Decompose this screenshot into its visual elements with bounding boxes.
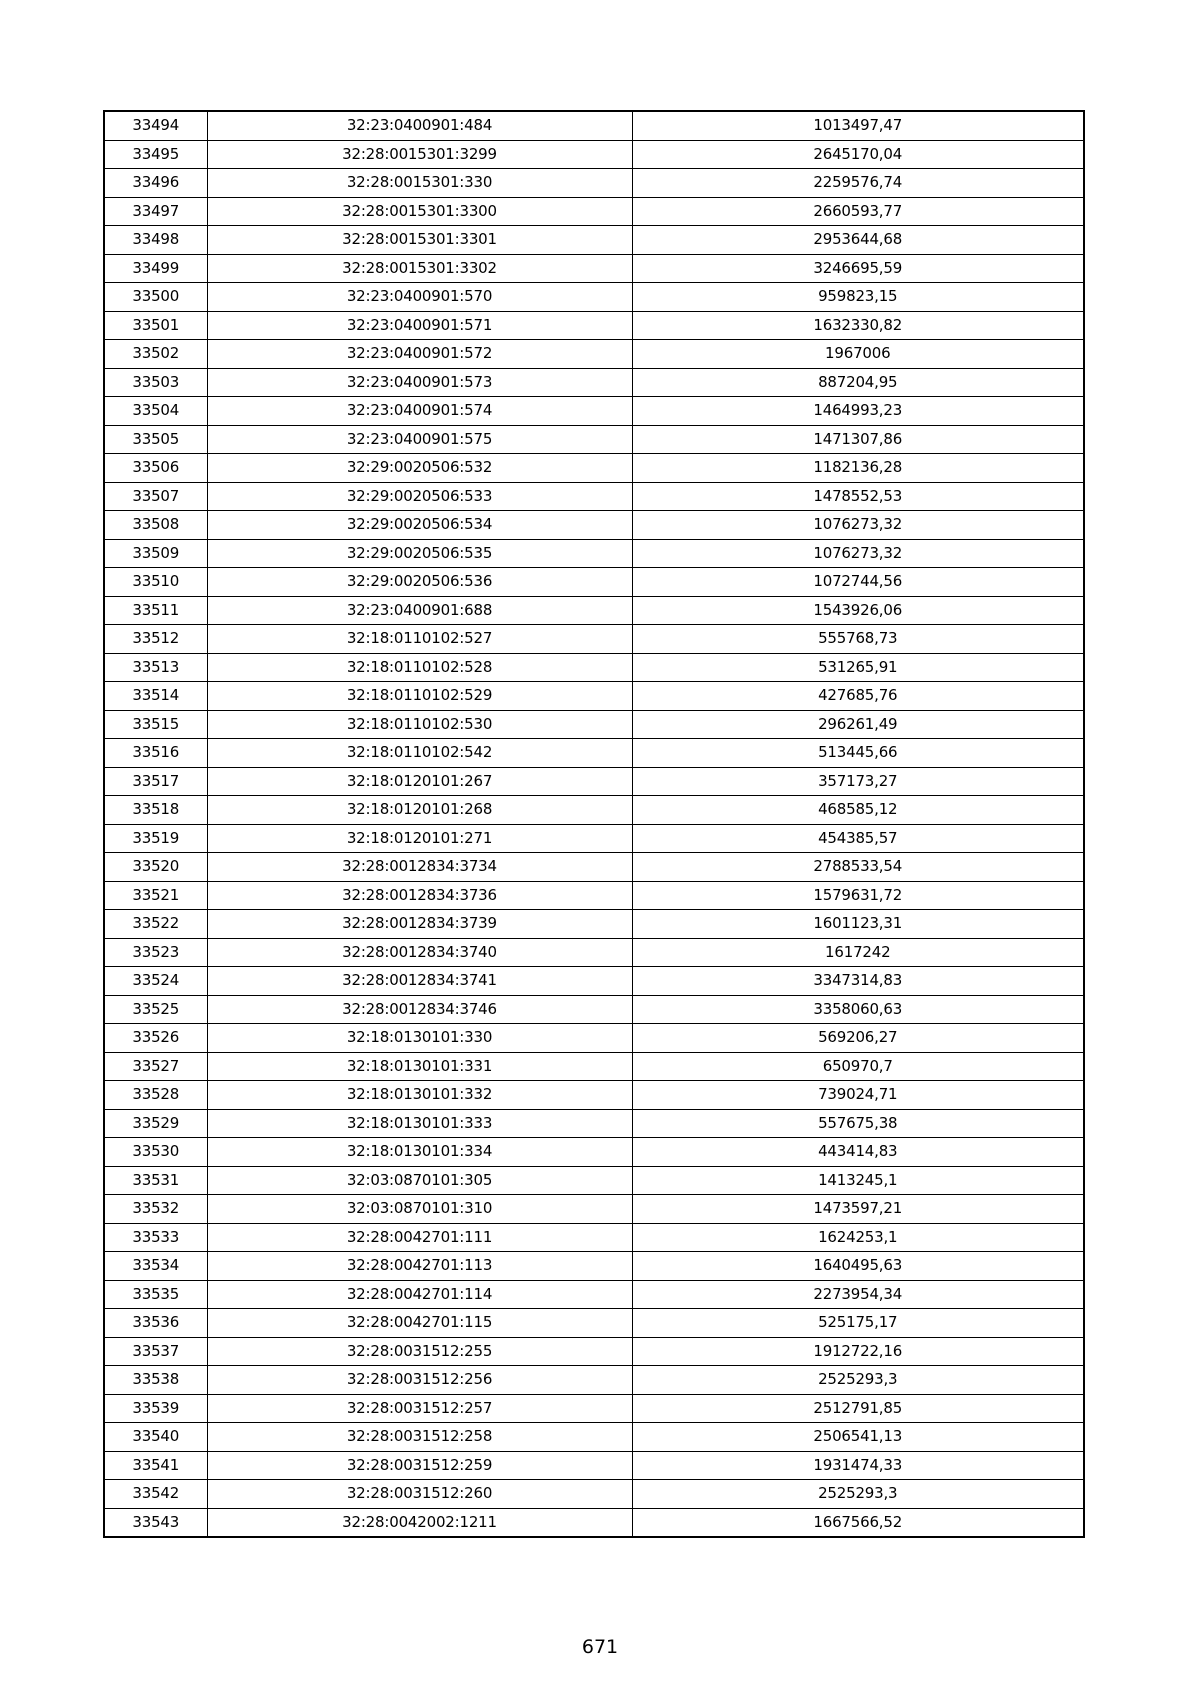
table-row (104, 1024, 1084, 1053)
table-row (104, 1081, 1084, 1110)
cadastral-value-cell: 1543926,06 (632, 596, 1084, 625)
cadastral-number-cell: 32:28:0015301:3300 (207, 197, 632, 226)
cadastral-value-cell: 1579631,72 (632, 881, 1084, 910)
table-row (104, 596, 1084, 625)
cadastral-number-cell: 32:23:0400901:484 (207, 111, 632, 140)
row-number-cell: 33521 (104, 881, 207, 910)
cadastral-number-cell: 32:03:0870101:305 (207, 1166, 632, 1195)
cadastral-number-cell: 32:28:0015301:3299 (207, 140, 632, 169)
cadastral-value-cell: 569206,27 (632, 1024, 1084, 1053)
table-row (104, 1451, 1084, 1480)
row-number-cell: 33503 (104, 368, 207, 397)
table-row (104, 796, 1084, 825)
row-number-cell: 33494 (104, 111, 207, 140)
row-number-cell: 33510 (104, 568, 207, 597)
cadastral-value-cell: 1471307,86 (632, 425, 1084, 454)
cadastral-value-cell: 1967006 (632, 340, 1084, 369)
row-number-cell: 33524 (104, 967, 207, 996)
table-body (104, 111, 1084, 1537)
cadastral-number-cell: 32:23:0400901:573 (207, 368, 632, 397)
cadastral-number-cell: 32:18:0120101:271 (207, 824, 632, 853)
cadastral-number-cell: 32:28:0042701:115 (207, 1309, 632, 1338)
row-number-cell: 33526 (104, 1024, 207, 1053)
table-row (104, 397, 1084, 426)
row-number-cell: 33533 (104, 1223, 207, 1252)
cadastral-value-cell: 443414,83 (632, 1138, 1084, 1167)
table-row (104, 653, 1084, 682)
cadastral-number-cell: 32:28:0031512:257 (207, 1394, 632, 1423)
table-row (104, 1480, 1084, 1509)
table-row (104, 1309, 1084, 1338)
table-row (104, 1394, 1084, 1423)
cadastral-number-cell: 32:18:0130101:330 (207, 1024, 632, 1053)
table-row (104, 1508, 1084, 1537)
row-number-cell: 33518 (104, 796, 207, 825)
row-number-cell: 33500 (104, 283, 207, 312)
cadastral-value-cell: 1464993,23 (632, 397, 1084, 426)
table-row (104, 1423, 1084, 1452)
cadastral-value-cell: 959823,15 (632, 283, 1084, 312)
cadastral-number-cell: 32:28:0012834:3734 (207, 853, 632, 882)
table-row (104, 454, 1084, 483)
cadastral-value-cell: 887204,95 (632, 368, 1084, 397)
row-number-cell: 33540 (104, 1423, 207, 1452)
table-row (104, 1366, 1084, 1395)
cadastral-value-cell: 2259576,74 (632, 169, 1084, 198)
cadastral-number-cell: 32:18:0130101:333 (207, 1109, 632, 1138)
cadastral-number-cell: 32:28:0031512:260 (207, 1480, 632, 1509)
row-number-cell: 33539 (104, 1394, 207, 1423)
cadastral-value-cell: 1478552,53 (632, 482, 1084, 511)
document-page (103, 110, 1083, 1538)
table-row (104, 1052, 1084, 1081)
cadastral-value-cell: 2788533,54 (632, 853, 1084, 882)
table-row (104, 511, 1084, 540)
page-number: 671 (581, 1636, 619, 1658)
row-number-cell: 33511 (104, 596, 207, 625)
cadastral-value-cell: 2506541,13 (632, 1423, 1084, 1452)
row-number-cell: 33532 (104, 1195, 207, 1224)
cadastral-number-cell: 32:23:0400901:574 (207, 397, 632, 426)
row-number-cell: 33507 (104, 482, 207, 511)
row-number-cell: 33541 (104, 1451, 207, 1480)
cadastral-value-cell: 1413245,1 (632, 1166, 1084, 1195)
cadastral-number-cell: 32:18:0130101:332 (207, 1081, 632, 1110)
table-row (104, 625, 1084, 654)
table-row (104, 967, 1084, 996)
table-row (104, 482, 1084, 511)
cadastral-value-cell: 555768,73 (632, 625, 1084, 654)
cadastral-value-cell: 1931474,33 (632, 1451, 1084, 1480)
cadastral-number-cell: 32:23:0400901:575 (207, 425, 632, 454)
cadastral-number-cell: 32:28:0012834:3740 (207, 938, 632, 967)
cadastral-value-cell: 2512791,85 (632, 1394, 1084, 1423)
row-number-cell: 33527 (104, 1052, 207, 1081)
cadastral-value-cell: 650970,7 (632, 1052, 1084, 1081)
table-row (104, 1252, 1084, 1281)
table-row (104, 111, 1084, 140)
row-number-cell: 33538 (104, 1366, 207, 1395)
row-number-cell: 33520 (104, 853, 207, 882)
row-number-cell: 33515 (104, 710, 207, 739)
table-row (104, 1109, 1084, 1138)
cadastral-value-cell: 1182136,28 (632, 454, 1084, 483)
cadastral-number-cell: 32:23:0400901:688 (207, 596, 632, 625)
cadastral-value-cell: 1667566,52 (632, 1508, 1084, 1537)
table-row (104, 1138, 1084, 1167)
row-number-cell: 33514 (104, 682, 207, 711)
cadastral-value-cell: 1624253,1 (632, 1223, 1084, 1252)
table-row (104, 1195, 1084, 1224)
cadastral-value-cell: 2660593,77 (632, 197, 1084, 226)
cadastral-number-cell: 32:29:0020506:536 (207, 568, 632, 597)
row-number-cell: 33504 (104, 397, 207, 426)
cadastral-value-cell: 2953644,68 (632, 226, 1084, 255)
cadastral-number-cell: 32:18:0130101:334 (207, 1138, 632, 1167)
cadastral-number-cell: 32:23:0400901:570 (207, 283, 632, 312)
cadastral-value-cell: 454385,57 (632, 824, 1084, 853)
cadastral-number-cell: 32:28:0042701:111 (207, 1223, 632, 1252)
cadastral-value-cell: 3358060,63 (632, 995, 1084, 1024)
cadastral-number-cell: 32:23:0400901:571 (207, 311, 632, 340)
cadastral-number-cell: 32:28:0015301:330 (207, 169, 632, 198)
row-number-cell: 33543 (104, 1508, 207, 1537)
row-number-cell: 33523 (104, 938, 207, 967)
table-row (104, 938, 1084, 967)
row-number-cell: 33530 (104, 1138, 207, 1167)
cadastral-value-table (103, 110, 1085, 1538)
row-number-cell: 33505 (104, 425, 207, 454)
cadastral-value-cell: 1632330,82 (632, 311, 1084, 340)
cadastral-value-cell: 513445,66 (632, 739, 1084, 768)
table-row (104, 739, 1084, 768)
cadastral-value-cell: 2273954,34 (632, 1280, 1084, 1309)
cadastral-number-cell: 32:29:0020506:535 (207, 539, 632, 568)
table-row (104, 340, 1084, 369)
table-row (104, 824, 1084, 853)
table-row (104, 853, 1084, 882)
row-number-cell: 33498 (104, 226, 207, 255)
cadastral-value-cell: 525175,17 (632, 1309, 1084, 1338)
table-row (104, 368, 1084, 397)
row-number-cell: 33516 (104, 739, 207, 768)
cadastral-value-cell: 739024,71 (632, 1081, 1084, 1110)
cadastral-number-cell: 32:23:0400901:572 (207, 340, 632, 369)
cadastral-number-cell: 32:18:0120101:267 (207, 767, 632, 796)
cadastral-number-cell: 32:28:0042701:113 (207, 1252, 632, 1281)
cadastral-number-cell: 32:28:0012834:3736 (207, 881, 632, 910)
cadastral-value-cell: 1072744,56 (632, 568, 1084, 597)
cadastral-number-cell: 32:28:0012834:3739 (207, 910, 632, 939)
row-number-cell: 33537 (104, 1337, 207, 1366)
cadastral-number-cell: 32:28:0015301:3301 (207, 226, 632, 255)
row-number-cell: 33522 (104, 910, 207, 939)
cadastral-number-cell: 32:29:0020506:534 (207, 511, 632, 540)
cadastral-number-cell: 32:28:0015301:3302 (207, 254, 632, 283)
table-row (104, 682, 1084, 711)
table-row (104, 197, 1084, 226)
cadastral-number-cell: 32:03:0870101:310 (207, 1195, 632, 1224)
row-number-cell: 33496 (104, 169, 207, 198)
table-row (104, 1166, 1084, 1195)
cadastral-value-cell: 468585,12 (632, 796, 1084, 825)
table-row (104, 568, 1084, 597)
row-number-cell: 33529 (104, 1109, 207, 1138)
cadastral-number-cell: 32:18:0120101:268 (207, 796, 632, 825)
row-number-cell: 33512 (104, 625, 207, 654)
table-row (104, 425, 1084, 454)
cadastral-value-cell: 296261,49 (632, 710, 1084, 739)
table-row (104, 1223, 1084, 1252)
cadastral-value-cell: 3347314,83 (632, 967, 1084, 996)
row-number-cell: 33495 (104, 140, 207, 169)
cadastral-number-cell: 32:18:0130101:331 (207, 1052, 632, 1081)
table-row (104, 254, 1084, 283)
row-number-cell: 33519 (104, 824, 207, 853)
row-number-cell: 33534 (104, 1252, 207, 1281)
table-row (104, 311, 1084, 340)
cadastral-number-cell: 32:28:0031512:255 (207, 1337, 632, 1366)
table-row (104, 1337, 1084, 1366)
table-row (104, 710, 1084, 739)
cadastral-value-cell: 531265,91 (632, 653, 1084, 682)
cadastral-number-cell: 32:28:0012834:3746 (207, 995, 632, 1024)
table-row (104, 226, 1084, 255)
table-row (104, 881, 1084, 910)
cadastral-value-cell: 1076273,32 (632, 539, 1084, 568)
row-number-cell: 33535 (104, 1280, 207, 1309)
cadastral-number-cell: 32:18:0110102:527 (207, 625, 632, 654)
cadastral-value-cell: 427685,76 (632, 682, 1084, 711)
row-number-cell: 33542 (104, 1480, 207, 1509)
row-number-cell: 33525 (104, 995, 207, 1024)
cadastral-number-cell: 32:18:0110102:542 (207, 739, 632, 768)
cadastral-number-cell: 32:29:0020506:533 (207, 482, 632, 511)
row-number-cell: 33502 (104, 340, 207, 369)
cadastral-value-cell: 2525293,3 (632, 1366, 1084, 1395)
row-number-cell: 33499 (104, 254, 207, 283)
cadastral-number-cell: 32:28:0042701:114 (207, 1280, 632, 1309)
row-number-cell: 33508 (104, 511, 207, 540)
row-number-cell: 33517 (104, 767, 207, 796)
cadastral-value-cell: 1013497,47 (632, 111, 1084, 140)
cadastral-value-cell: 1473597,21 (632, 1195, 1084, 1224)
cadastral-value-cell: 2645170,04 (632, 140, 1084, 169)
table-row (104, 539, 1084, 568)
cadastral-value-cell: 1617242 (632, 938, 1084, 967)
cadastral-value-cell: 1640495,63 (632, 1252, 1084, 1281)
cadastral-number-cell: 32:28:0031512:259 (207, 1451, 632, 1480)
row-number-cell: 33536 (104, 1309, 207, 1338)
row-number-cell: 33506 (104, 454, 207, 483)
table-row (104, 283, 1084, 312)
cadastral-value-cell: 3246695,59 (632, 254, 1084, 283)
table-row (104, 1280, 1084, 1309)
table-row (104, 995, 1084, 1024)
cadastral-number-cell: 32:18:0110102:528 (207, 653, 632, 682)
cadastral-value-cell: 1912722,16 (632, 1337, 1084, 1366)
table-row (104, 169, 1084, 198)
table-row (104, 910, 1084, 939)
cadastral-number-cell: 32:29:0020506:532 (207, 454, 632, 483)
cadastral-value-cell: 1601123,31 (632, 910, 1084, 939)
cadastral-number-cell: 32:28:0031512:258 (207, 1423, 632, 1452)
row-number-cell: 33531 (104, 1166, 207, 1195)
cadastral-number-cell: 32:18:0110102:530 (207, 710, 632, 739)
row-number-cell: 33509 (104, 539, 207, 568)
table-row (104, 767, 1084, 796)
table-row (104, 140, 1084, 169)
cadastral-number-cell: 32:28:0031512:256 (207, 1366, 632, 1395)
row-number-cell: 33501 (104, 311, 207, 340)
cadastral-value-cell: 1076273,32 (632, 511, 1084, 540)
cadastral-number-cell: 32:18:0110102:529 (207, 682, 632, 711)
cadastral-number-cell: 32:28:0042002:1211 (207, 1508, 632, 1537)
cadastral-value-cell: 2525293,3 (632, 1480, 1084, 1509)
row-number-cell: 33513 (104, 653, 207, 682)
cadastral-number-cell: 32:28:0012834:3741 (207, 967, 632, 996)
row-number-cell: 33497 (104, 197, 207, 226)
cadastral-value-cell: 357173,27 (632, 767, 1084, 796)
cadastral-value-cell: 557675,38 (632, 1109, 1084, 1138)
row-number-cell: 33528 (104, 1081, 207, 1110)
